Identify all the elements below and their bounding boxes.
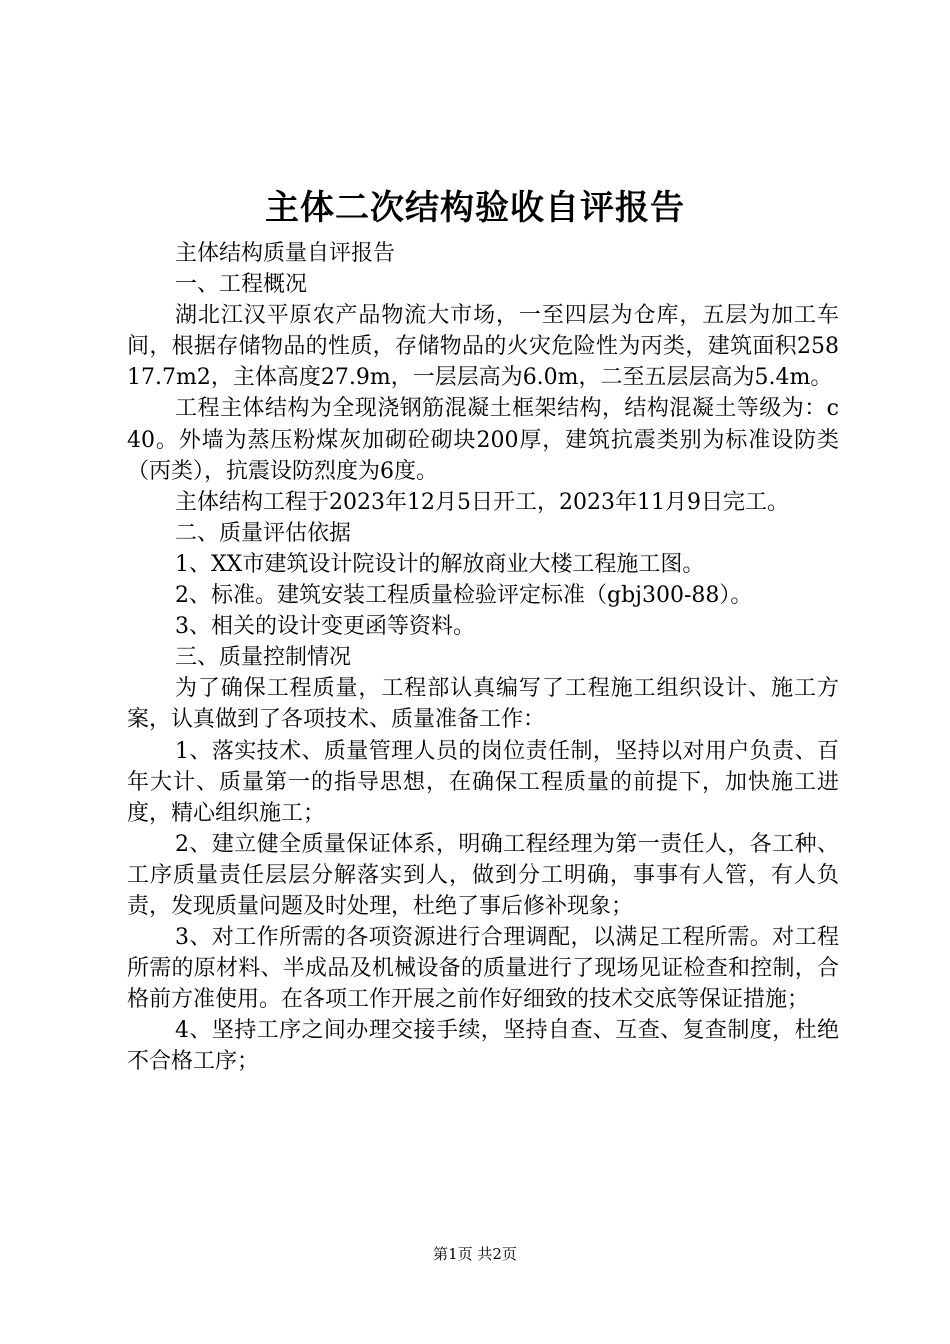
list-item-control-1: 1、落实技术、质量管理人员的岗位责任制，坚持以对用户负责、百年大计、质量第一的指导思想，在确保工程质量的前提下，加快施工进度，精心组织施工； [127,738,839,826]
list-item-control-2: 2、建立健全质量保证体系，明确工程经理为第一责任人，各工种、工序质量责任层层分解落实到人，做到分工明确，事事有人管，有人负责，发现质量问题及时处理，杜绝了事后修补现象； [127,831,839,919]
list-item-basis-2: 2、标准。建筑安装工程质量检验评定标准（gbj300-88）。 [175,583,753,609]
list-item-control-3: 3、对工作所需的各项资源进行合理调配，以满足工程所需。对工程所需的原材料、半成品及机械设备的质量进行了现场见证检查和控制，合格前方准使用。在各项工作开展之前作好细致的技术交底等保证措施； [127,925,839,1013]
list-item-basis-1: 1、XX市建筑设计院设计的解放商业大楼工程施工图。 [175,551,705,577]
document-title: 主体二次结构验收自评报告 [265,188,685,228]
section-heading-basis: 二、质量评估依据 [175,520,352,546]
paragraph-schedule: 主体结构工程于2023年12月5日开工，2023年11月9日完工。 [175,489,789,515]
document-body [127,238,839,1078]
paragraph-project-description: 湖北江汉平原农产品物流大市场，一至四层为仓库，五层为加工车间，根据存储物品的性质，存储物品的火灾危险性为丙类，建筑面积25817.7m2，主体高度27.9m，一层层高为6.0m，二至五层层高为5.4m。 [127,303,839,391]
paragraph-structure-description: 工程主体结构为全现浇钢筋混凝土框架结构，结构混凝土等级为：c40。外墙为蒸压粉煤灰加砌砼砌块200厚，建筑抗震类别为标准设防类（丙类），抗震设防烈度为6度。 [127,396,839,484]
section-heading-control: 三、质量控制情况 [175,645,352,671]
report-subtitle: 主体结构质量自评报告 [175,241,396,266]
list-item-basis-3: 3、相关的设计变更函等资料。 [175,614,475,640]
section-heading-overview: 一、工程概况 [175,272,308,298]
list-item-control-4: 4、坚持工序之间办理交接手续，坚持自查、互查、复查制度，杜绝不合格工序； [127,1018,839,1075]
page-footer: 第1页 共2页 [433,1245,517,1263]
paragraph-control-intro: 为了确保工程质量，工程部认真编写了工程施工组织设计、施工方案，认真做到了各项技术、质量准备工作： [127,676,839,733]
